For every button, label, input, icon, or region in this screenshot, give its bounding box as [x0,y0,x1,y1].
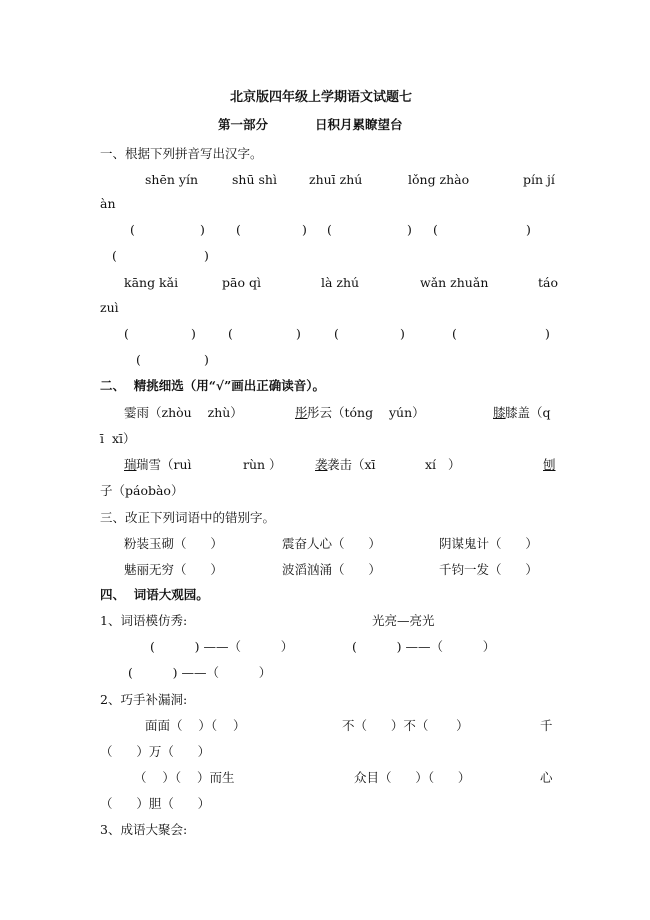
reading-char-underlined: 袭 [315,457,328,472]
pinyin-item: là zhú [321,275,360,290]
reading-item-1: 霎雨（zhòu zhù） [124,405,243,420]
q2-item-wrap: （ ）胆（ ） [100,796,211,811]
q2-item: 千 [540,718,553,733]
typo-item: 魅丽无穷（ ） [124,562,223,577]
q1-example: 光亮—亮光 [372,613,435,628]
pinyin-item: shū shì [232,172,277,187]
section1-heading: 一、根据下列拼音写出汉字。 [100,146,263,161]
typo-item: 粉装玉砌（ ） [124,536,223,551]
pinyin-item: táo [538,275,559,290]
pinyin-item: lǒng zhào [408,172,470,187]
reading-char-underlined: 彤 [295,405,308,420]
part-name: 日积月累瞭望台 [315,117,403,132]
q2-item: （ ）（ ）而生 [134,770,235,785]
paren-open: ( [236,222,241,237]
reading-item-6-wrap: 子（páobào） [100,483,184,498]
q2-item: 面面（ ）（ ） [145,718,246,733]
paren-close: ) [200,222,205,237]
page-title: 北京版四年级上学期语文试题七 [230,90,413,105]
q1-blank: ( ) ——（ ） [150,639,294,654]
q2-item: 不（ ）不（ ） [342,718,469,733]
paren-open: ( [130,222,135,237]
paren-close: ) [191,326,196,341]
paren-open: ( [327,222,332,237]
typo-item: 千钧一发（ ） [439,562,538,577]
paren-close: ) [526,222,531,237]
q1-heading: 1、词语模仿秀: [100,613,188,628]
paren-open: ( [112,248,117,263]
pinyin-item: kāng kǎi [124,275,179,290]
part-label: 第一部分 [218,117,269,132]
paren-close: ) [400,326,405,341]
paren-open: ( [433,222,438,237]
section2-heading: 二、 精挑细选（用“√”画出正确读音）。 [100,378,326,393]
reading-char-underlined: 瑞 [124,457,137,472]
paren-open: ( [228,326,233,341]
reading-char-underlined: 刨 [543,457,556,472]
pinyin-item: pín jí [523,172,555,187]
pinyin-wrap: zuì [100,300,119,315]
pinyin-item: zhuī zhú [309,172,363,187]
paren-close: ) [296,326,301,341]
q1-blank: ( ) ——（ ） [128,665,272,680]
pinyin-wrap: àn [100,196,116,211]
reading-char-underlined: 膝 [493,405,506,420]
pinyin-item: pāo qì [222,275,261,290]
q2-item: 心 [540,770,553,785]
typo-item: 阴谋鬼计（ ） [439,536,538,551]
typo-item: 波滔汹涌（ ） [282,562,381,577]
reading-item-5: 袭击（xī [327,457,376,472]
pinyin-item: shēn yín [145,172,198,187]
reading-item-4-b: rùn ） [243,457,282,472]
paren-close: ) [204,248,209,263]
paren-close: ) [302,222,307,237]
q2-item-wrap: （ ）万（ ） [100,744,211,759]
reading-item-2: 彤云（tóng yún） [307,405,425,420]
reading-item-4: 瑞雪（ruì [136,457,192,472]
paren-open: ( [124,326,129,341]
reading-item-3: 膝盖（q [505,405,551,420]
paren-close: ) [545,326,550,341]
section3-heading: 三、改正下列词语中的错别字。 [100,510,276,525]
paren-open: ( [136,352,141,367]
paren-close: ) [407,222,412,237]
paren-open: ( [334,326,339,341]
section4-heading: 四、 词语大观园。 [100,587,209,602]
q2-item: 众目（ ）（ ） [354,770,471,785]
paren-open: ( [452,326,457,341]
paren-close: ) [204,352,209,367]
q3-heading: 3、成语大聚会: [100,822,188,837]
reading-item-3-wrap: ī xī） [100,431,136,446]
q2-heading: 2、巧手补漏洞: [100,692,188,707]
reading-item-5-b: xí ） [425,457,461,472]
q1-blank: ( ) ——（ ） [352,639,496,654]
typo-item: 震奋人心（ ） [282,536,381,551]
pinyin-item: wǎn zhuǎn [420,275,489,290]
